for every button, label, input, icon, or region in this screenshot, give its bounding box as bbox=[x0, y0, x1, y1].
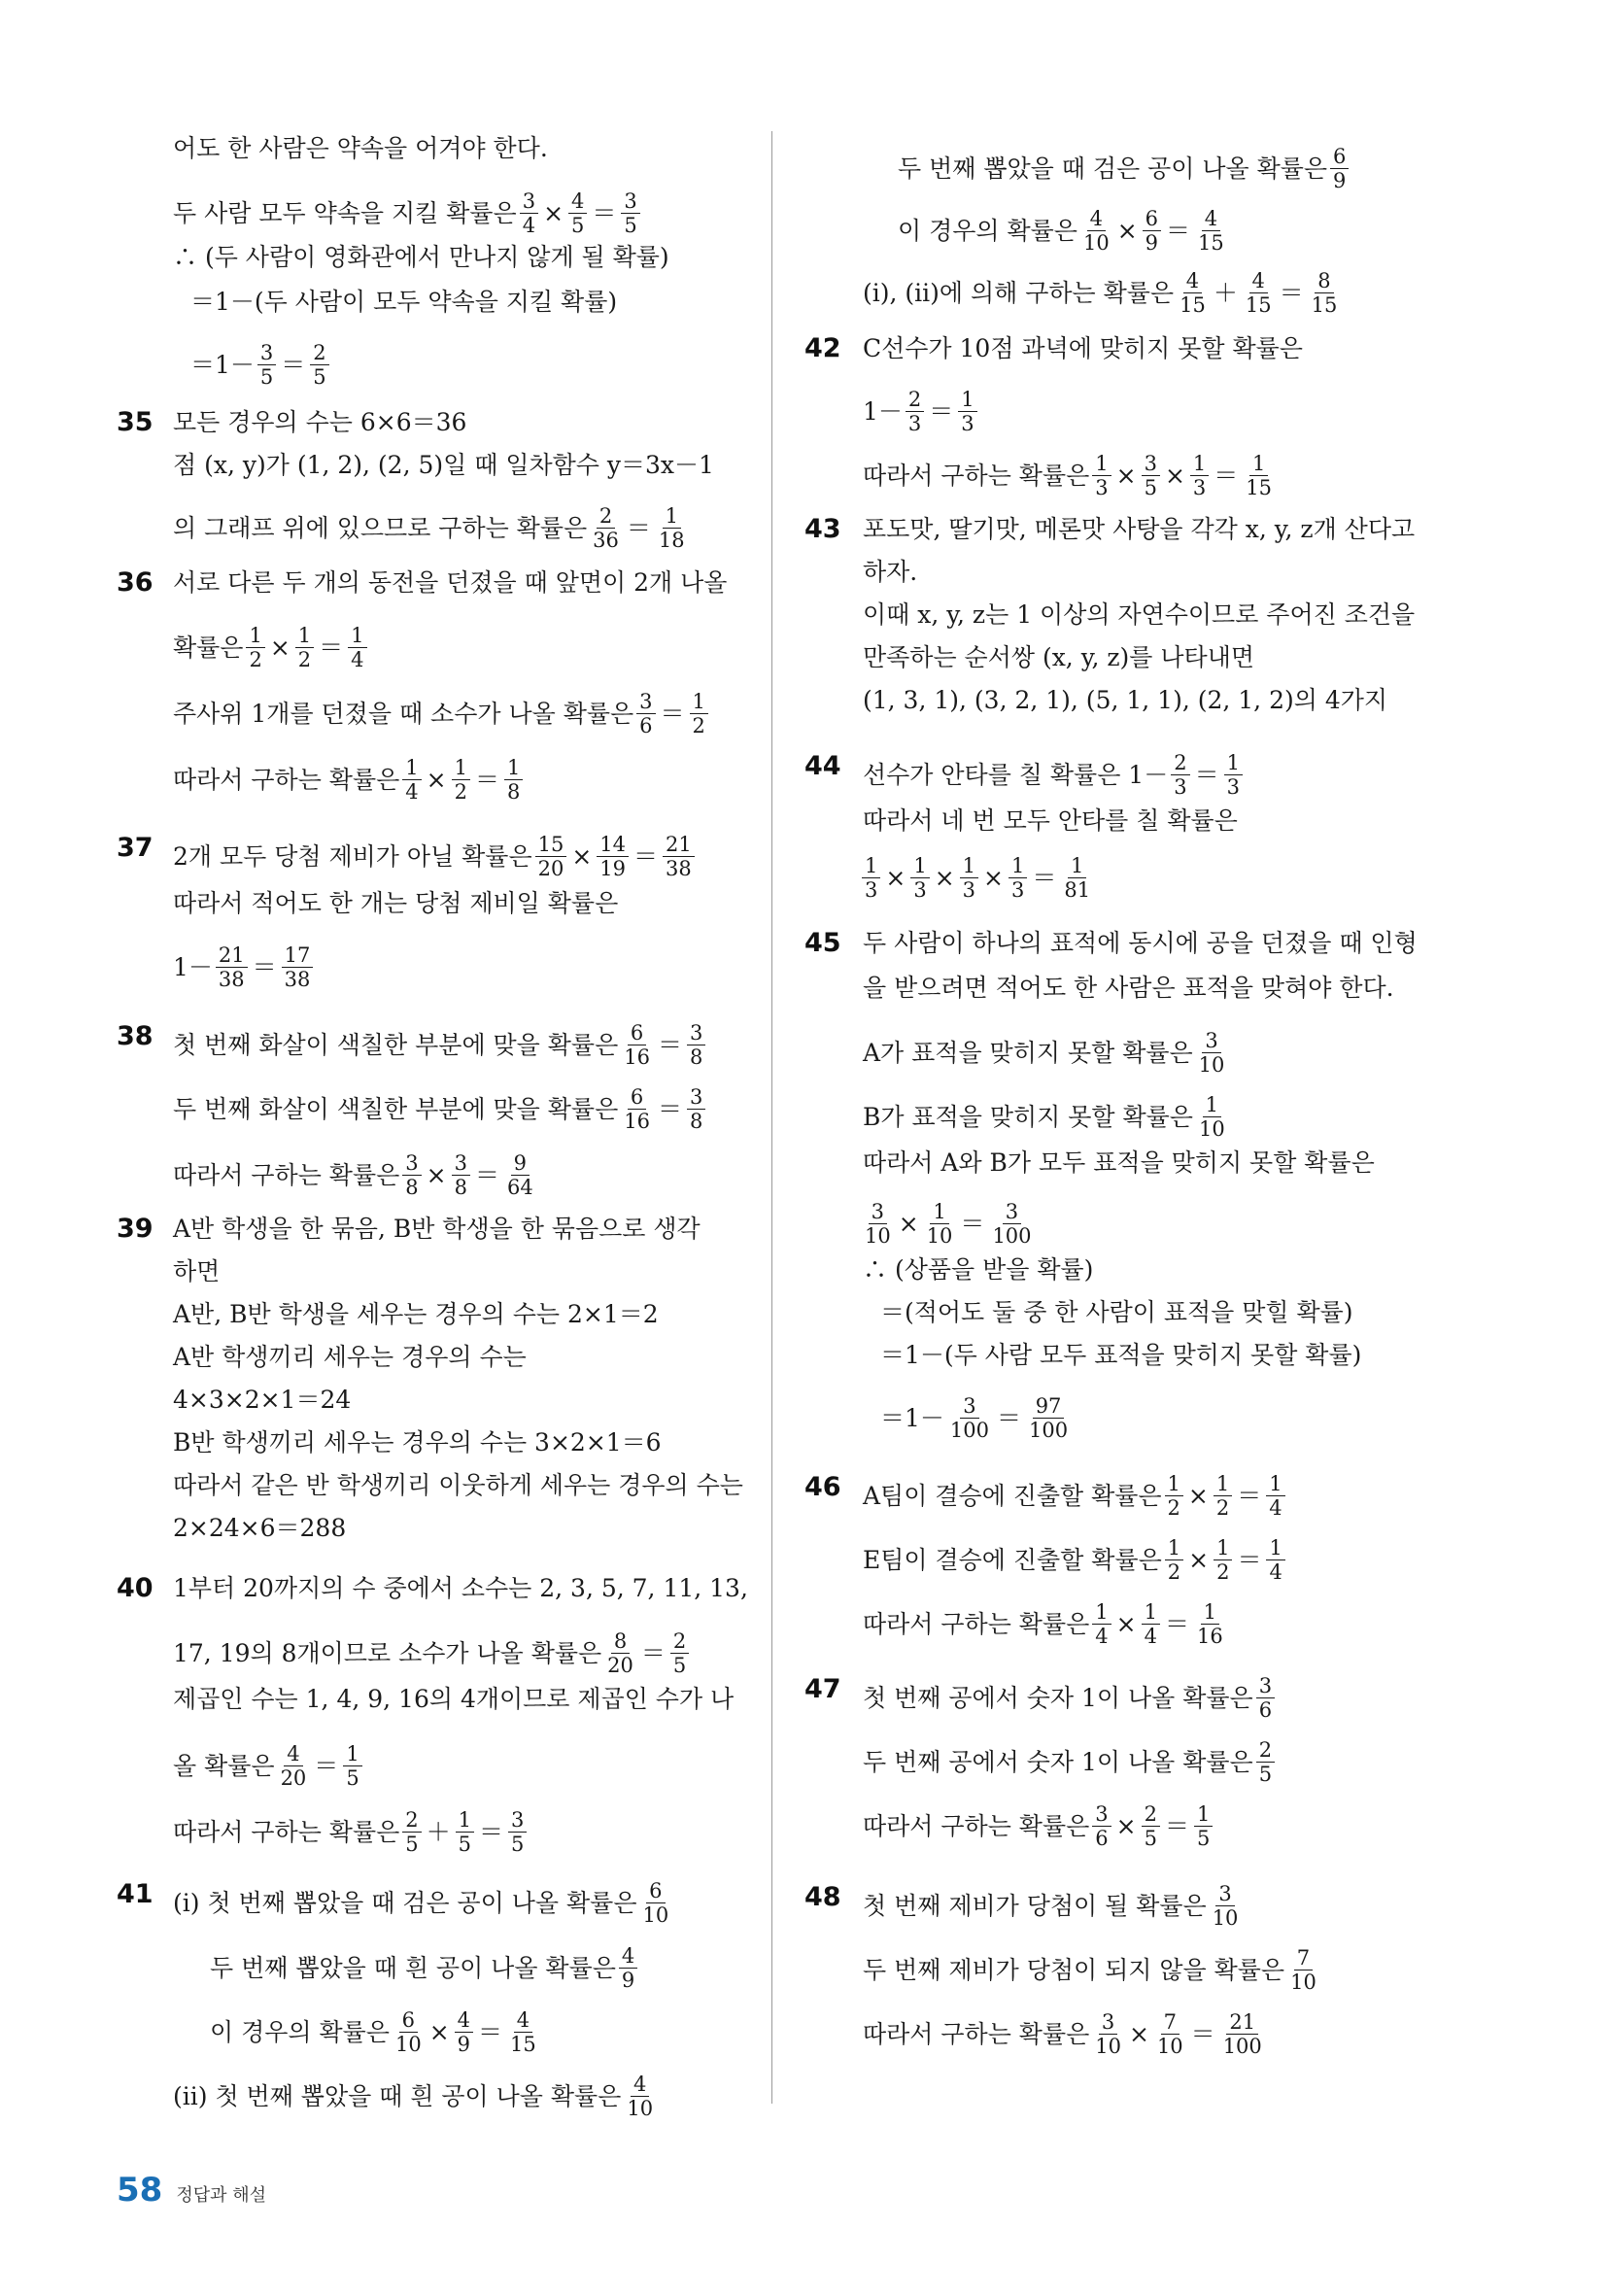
question-number: 40 bbox=[117, 1573, 154, 1603]
fraction: $\frac{4}{15}$ bbox=[1245, 269, 1272, 317]
text-line: 확률은 $\frac{1}{2}$ × $\frac{1}{2}$ ＝ $\frac{1}{4}$ bbox=[173, 625, 370, 670]
fraction: $\frac{4}{15}$ bbox=[1180, 269, 1206, 317]
text-line: 점 (x, y)가 (1, 2), (2, 5)일 때 일차함수 y＝3x－1 bbox=[173, 451, 714, 479]
text-line: 이 경우의 확률은 $\frac{6}{10}$ × $\frac{4}{9}$ ＝ $\frac{4}{15}$ bbox=[210, 2009, 542, 2055]
question-number: 42 bbox=[804, 333, 841, 363]
text-line: ＝1－ $\frac{3}{100}$ ＝ $\frac{97}{100}$ bbox=[880, 1395, 1074, 1441]
fraction: $\frac{2}{3}$ bbox=[906, 389, 924, 434]
fraction: $\frac{1}{8}$ bbox=[504, 757, 523, 803]
fraction: $\frac{1}{3}$ bbox=[862, 855, 880, 901]
fraction: $\frac{3}{6}$ bbox=[1256, 1675, 1275, 1721]
fraction: $\frac{7}{10}$ bbox=[1156, 2010, 1183, 2058]
text-line: 올 확률은 $\frac{4}{20}$ ＝ $\frac{1}{5}$ bbox=[173, 1743, 365, 1789]
fraction: $\frac{4}{9}$ bbox=[455, 2009, 473, 2055]
fraction: $\frac{3}{8}$ bbox=[687, 1022, 705, 1068]
text-line: 이 경우의 확률은 $\frac{4}{10}$ × $\frac{6}{9}$ ＝ $\frac{4}{15}$ bbox=[898, 208, 1230, 254]
text-line: C선수가 10점 과녁에 맞히지 못할 확률은 bbox=[863, 334, 1303, 362]
text-line: A반 학생끼리 세우는 경우의 수는 bbox=[173, 1343, 527, 1371]
fraction: $\frac{21}{38}$ bbox=[216, 944, 248, 990]
text-line: B반 학생끼리 세우는 경우의 수는 3×2×1＝6 bbox=[173, 1428, 662, 1456]
fraction: $\frac{3}{6}$ bbox=[1092, 1803, 1111, 1849]
fraction: $\frac{1}{3}$ bbox=[1092, 453, 1111, 498]
fraction: $\frac{1}{10}$ bbox=[926, 1200, 953, 1248]
fraction: $\frac{1}{10}$ bbox=[1198, 1093, 1225, 1141]
fraction: $\frac{3}{8}$ bbox=[687, 1086, 705, 1132]
text-line: 만족하는 순서쌍 (x, y, z)를 나타내면 bbox=[863, 643, 1255, 671]
question-number: 48 bbox=[804, 1882, 841, 1912]
fraction: $\frac{1}{3}$ bbox=[1190, 453, 1209, 498]
footer-title: 정답과 해설 bbox=[176, 2185, 266, 2206]
text-line: 따라서 구하는 확률은 $\frac{2}{5}$ ＋ $\frac{1}{5}$ ＝ $\frac{3}{5}$ bbox=[173, 1809, 530, 1855]
page-footer bbox=[117, 2171, 266, 2210]
text-line: 17, 19의 8개이므로 소수가 나올 확률은 $\frac{8}{20}$ ＝ $\frac{2}{5}$ bbox=[173, 1630, 692, 1676]
text-line: 2×24×6＝288 bbox=[173, 1514, 347, 1542]
text-line: 따라서 구하는 확률은 $\frac{3}{6}$ × $\frac{2}{5}$ ＝ $\frac{1}{5}$ bbox=[863, 1803, 1215, 1849]
text-line: 하면 bbox=[173, 1257, 221, 1285]
fraction: $\frac{1}{2}$ bbox=[1165, 1537, 1183, 1583]
fraction: $\frac{1}{15}$ bbox=[1246, 452, 1273, 499]
fraction: $\frac{3}{100}$ bbox=[992, 1200, 1032, 1248]
text-line: 1－ $\frac{2}{3}$ ＝ $\frac{1}{3}$ bbox=[863, 389, 980, 434]
page-number: 58 bbox=[117, 2171, 163, 2210]
fraction: $\frac{3}{5}$ bbox=[1142, 453, 1160, 498]
fraction: $\frac{1}{4}$ bbox=[348, 625, 366, 670]
fraction: $\frac{1}{5}$ bbox=[456, 1809, 474, 1855]
text-line: 을 받으려면 적어도 한 사람은 표적을 맞혀야 한다. bbox=[863, 974, 1394, 1002]
fraction: $\frac{1}{18}$ bbox=[658, 504, 685, 552]
question-number: 47 bbox=[804, 1674, 841, 1704]
text: 두 사람 모두 약속을 지킬 확률은 bbox=[173, 198, 517, 227]
text-line: 하자. bbox=[863, 558, 918, 586]
fraction: $\frac{1}{2}$ bbox=[452, 757, 470, 803]
fraction: $\frac{1}{2}$ bbox=[690, 691, 708, 737]
fraction: $\frac{6}{10}$ bbox=[642, 1879, 669, 1927]
question-number: 37 bbox=[117, 833, 154, 863]
question-number: 43 bbox=[804, 514, 841, 544]
fraction: $\frac{4}{10}$ bbox=[627, 2073, 654, 2120]
fraction: $\frac{2}{5}$ bbox=[1142, 1803, 1160, 1849]
text-line: 따라서 구하는 확률은 $\frac{1}{4}$ × $\frac{1}{4}$ ＝ $\frac{1}{16}$ bbox=[863, 1601, 1229, 1647]
text-line: ＝(적어도 둘 중 한 사람이 표적을 맞힐 확률) bbox=[880, 1298, 1353, 1326]
text-line: (ⅰ), (ⅱ)에 의해 구하는 확률은 $\frac{4}{15}$ ＋ $\frac{4}{15}$ ＝ $\frac{8}{15}$ bbox=[863, 270, 1343, 316]
text-line: 두 번째 뽑았을 때 검은 공이 나올 확률은 $\frac{6}{9}$ bbox=[898, 146, 1351, 191]
text-line bbox=[173, 243, 669, 272]
text-line: 따라서 구하는 확률은 $\frac{1}{3}$ × $\frac{3}{5}$ × $\frac{1}{3}$ ＝ $\frac{1}{15}$ bbox=[863, 453, 1278, 498]
text-line: 2개 모두 당첨 제비가 아닐 확률은 $\frac{15}{20}$ × $\frac{14}{19}$ ＝ $\frac{21}{38}$ bbox=[173, 834, 698, 879]
question-number: 39 bbox=[117, 1214, 154, 1244]
fraction: $\frac{15}{20}$ bbox=[535, 834, 567, 879]
text-line: ＝1－(두 사람 모두 표적을 맞히지 못할 확률) bbox=[880, 1341, 1362, 1369]
fraction: $\frac{7}{10}$ bbox=[1290, 1946, 1316, 1994]
text-line: 의 그래프 위에 있으므로 구하는 확률은 $\frac{2}{36}$ ＝ $\frac{1}{18}$ bbox=[173, 505, 691, 551]
fraction: $\frac{3}{5}$ bbox=[508, 1809, 527, 1855]
text-line: 따라서 구하는 확률은 $\frac{3}{10}$ × $\frac{7}{10}$ ＝ $\frac{21}{100}$ bbox=[863, 2011, 1268, 2057]
fraction: $\frac{3}{5}$ bbox=[257, 342, 276, 388]
text-line: 두 번째 화살이 색칠한 부분에 맞을 확률은 $\frac{6}{16}$ ＝ $\frac{3}{8}$ bbox=[173, 1086, 708, 1132]
fraction: $\frac{3}{100}$ bbox=[949, 1394, 989, 1442]
text-line: 따라서 구하는 확률은 $\frac{1}{4}$ × $\frac{1}{2}$ ＝ $\frac{1}{8}$ bbox=[173, 757, 526, 803]
fraction: $\frac{1}{2}$ bbox=[1214, 1473, 1232, 1519]
fraction: $\frac{3}{10}$ bbox=[1198, 1029, 1225, 1077]
text-line: E팀이 결승에 진출할 확률은 $\frac{1}{2}$ × $\frac{1}{2}$ ＝ $\frac{1}{4}$ bbox=[863, 1537, 1288, 1583]
text-line: 서로 다른 두 개의 동전을 던졌을 때 앞면이 2개 나올 bbox=[173, 568, 728, 597]
fraction: $\frac{21}{38}$ bbox=[663, 834, 695, 879]
fraction: $\frac{1}{3}$ bbox=[910, 855, 929, 901]
text-line: ＝1－ $\frac{3}{5}$ ＝ $\frac{2}{5}$ bbox=[190, 342, 332, 388]
question-number: 36 bbox=[117, 567, 154, 598]
text-line: 두 번째 뽑았을 때 흰 공이 나올 확률은 $\frac{4}{9}$ bbox=[210, 1945, 640, 1991]
fraction: $\frac{8}{20}$ bbox=[607, 1629, 633, 1677]
fraction: $\frac{6}{16}$ bbox=[624, 1085, 650, 1133]
text-line: 1－ $\frac{21}{38}$ ＝ $\frac{17}{38}$ bbox=[173, 944, 316, 990]
text-line: 4×3×2×1＝24 bbox=[173, 1386, 352, 1414]
fraction: $\frac{3}{4}$ bbox=[520, 190, 538, 236]
fraction: $\frac{97}{100}$ bbox=[1029, 1394, 1069, 1442]
text-line: $\frac{1}{3}$ × $\frac{1}{3}$ × $\frac{1}{3}$ × $\frac{1}{3}$ ＝ $\frac{1}{81}$ bbox=[859, 855, 1096, 901]
fraction: $\frac{1}{2}$ bbox=[1214, 1537, 1232, 1583]
text-line: 따라서 같은 반 학생끼리 이웃하게 세우는 경우의 수는 bbox=[173, 1471, 743, 1499]
question-number: 38 bbox=[117, 1021, 154, 1051]
question-number: 41 bbox=[117, 1879, 154, 1909]
fraction: $\frac{2}{5}$ bbox=[670, 1630, 689, 1676]
fraction: $\frac{4}{15}$ bbox=[510, 2008, 536, 2056]
text: ＝1－(두 사람이 모두 약속을 지킬 확률) bbox=[190, 288, 618, 316]
fraction: $\frac{17}{38}$ bbox=[282, 944, 314, 990]
question-number: 35 bbox=[117, 407, 154, 437]
fraction: $\frac{1}{5}$ bbox=[1194, 1803, 1213, 1849]
text-line: 따라서 A와 B가 모두 표적을 맞히지 못할 확률은 bbox=[863, 1148, 1375, 1177]
fraction: $\frac{1}{3}$ bbox=[960, 855, 978, 901]
text-line: A가 표적을 맞히지 못할 확률은 $\frac{3}{10}$ bbox=[863, 1030, 1230, 1076]
fraction: $\frac{3}{8}$ bbox=[452, 1152, 470, 1198]
text-line: 포도맛, 딸기맛, 메론맛 사탕을 각각 x, y, z개 산다고 bbox=[863, 515, 1416, 543]
fraction: $\frac{3}{5}$ bbox=[621, 190, 639, 236]
text-line: 1부터 20까지의 수 중에서 소수는 2, 3, 5, 7, 11, 13, bbox=[173, 1574, 748, 1602]
fraction: $\frac{3}{10}$ bbox=[865, 1200, 891, 1248]
text-line: 따라서 적어도 한 개는 당첨 제비일 확률은 bbox=[173, 889, 619, 917]
fraction: $\frac{4}{5}$ bbox=[568, 190, 587, 236]
fraction: $\frac{8}{15}$ bbox=[1311, 269, 1338, 317]
fraction: $\frac{2}{3}$ bbox=[1171, 752, 1189, 798]
text-line: 따라서 네 번 모두 안타를 칠 확률은 bbox=[863, 806, 1238, 835]
text-line: 모든 경우의 수는 6×6＝36 bbox=[173, 408, 467, 436]
text-line: ∴ (상품을 받을 확률) bbox=[863, 1255, 1094, 1284]
fraction: $\frac{1}{5}$ bbox=[343, 1743, 361, 1789]
fraction: $\frac{1}{3}$ bbox=[958, 389, 976, 434]
fraction: $\frac{1}{3}$ bbox=[1009, 855, 1027, 901]
fraction: $\frac{21}{100}$ bbox=[1222, 2010, 1262, 2058]
text-line: 첫 번째 화살이 색칠한 부분에 맞을 확률은 $\frac{6}{16}$ ＝ $\frac{3}{8}$ bbox=[173, 1022, 708, 1068]
fraction: $\frac{3}{10}$ bbox=[1212, 1882, 1239, 1930]
text-line: B가 표적을 맞히지 못할 확률은 $\frac{1}{10}$ bbox=[863, 1094, 1231, 1140]
text-line: (ⅱ) 첫 번째 뽑았을 때 흰 공이 나올 확률은 $\frac{4}{10}$ bbox=[173, 2073, 659, 2119]
fraction: $\frac{2}{5}$ bbox=[1256, 1739, 1275, 1785]
fraction: $\frac{1}{4}$ bbox=[1266, 1473, 1284, 1519]
fraction: $\frac{1}{81}$ bbox=[1064, 854, 1091, 902]
fraction: $\frac{4}{9}$ bbox=[619, 1945, 637, 1991]
fraction: $\frac{3}{8}$ bbox=[402, 1152, 421, 1198]
text-line: (1, 3, 1), (3, 2, 1), (5, 1, 1), (2, 1, 2)의 4가지 bbox=[863, 686, 1388, 714]
text-line: 첫 번째 제비가 당첨이 될 확률은 $\frac{3}{10}$ bbox=[863, 1883, 1244, 1929]
text-line: 선수가 안타를 칠 확률은 1－ $\frac{2}{3}$ ＝ $\frac{1}{3}$ bbox=[863, 752, 1246, 798]
fraction: $\frac{2}{36}$ bbox=[593, 504, 619, 552]
text-line: 두 사람 모두 약속을 지킬 확률은 $\frac{3}{4}$ × $\frac{4}{5}$ ＝ $\frac{3}{5}$ bbox=[173, 190, 643, 236]
text-line: 제곱인 수는 1, 4, 9, 16의 4개이므로 제곱인 수가 나 bbox=[173, 1685, 735, 1713]
fraction: $\frac{6}{10}$ bbox=[394, 2008, 422, 2056]
text-line: A반 학생을 한 묶음, B반 학생을 한 묶음으로 생각 bbox=[173, 1215, 701, 1243]
fraction: $\frac{1}{2}$ bbox=[295, 625, 314, 670]
text-line bbox=[173, 134, 548, 163]
fraction: $\frac{9}{64}$ bbox=[506, 1151, 533, 1199]
fraction: $\frac{2}{5}$ bbox=[310, 342, 328, 388]
text-line: 따라서 구하는 확률은 $\frac{3}{8}$ × $\frac{3}{8}$ ＝ $\frac{9}{64}$ bbox=[173, 1152, 539, 1198]
fraction: $\frac{14}{19}$ bbox=[597, 834, 629, 879]
text: ＝1－ bbox=[190, 350, 255, 379]
fraction: $\frac{1}{4}$ bbox=[1092, 1601, 1111, 1647]
text-line: 두 사람이 하나의 표적에 동시에 공을 던졌을 때 인형 bbox=[863, 929, 1418, 957]
question-number: 45 bbox=[804, 928, 841, 958]
fraction: $\frac{3}{10}$ bbox=[1095, 2010, 1121, 2058]
text-line: 이때 x, y, z는 1 이상의 자연수이므로 주어진 조건을 bbox=[863, 600, 1416, 629]
fraction: $\frac{1}{4}$ bbox=[402, 757, 421, 803]
fraction: $\frac{1}{4}$ bbox=[1266, 1537, 1284, 1583]
fraction: $\frac{1}{2}$ bbox=[1165, 1473, 1183, 1519]
text: ∴ (두 사람이 영화관에서 만나지 않게 될 확률) bbox=[173, 243, 669, 271]
fraction: $\frac{6}{16}$ bbox=[624, 1021, 650, 1069]
column-divider bbox=[771, 131, 772, 2104]
text-line: 두 번째 공에서 숫자 1이 나올 확률은 $\frac{2}{5}$ bbox=[863, 1739, 1278, 1785]
fraction: $\frac{4}{15}$ bbox=[1198, 207, 1224, 255]
text-line: $\frac{3}{10}$ × $\frac{1}{10}$ ＝ $\frac{3}{100}$ bbox=[859, 1201, 1038, 1247]
fraction: $\frac{4}{20}$ bbox=[280, 1742, 307, 1790]
text-line: A반, B반 학생을 세우는 경우의 수는 2×1＝2 bbox=[173, 1300, 659, 1328]
fraction: $\frac{4}{10}$ bbox=[1082, 207, 1110, 255]
text-line: (ⅰ) 첫 번째 뽑았을 때 검은 공이 나올 확률은 $\frac{6}{10}$ bbox=[173, 1880, 674, 1926]
text: 어도 한 사람은 약속을 어겨야 한다. bbox=[173, 134, 548, 162]
text-line bbox=[190, 288, 617, 317]
fraction: $\frac{1}{2}$ bbox=[246, 625, 264, 670]
fraction: $\frac{2}{5}$ bbox=[402, 1809, 421, 1855]
fraction: $\frac{6}{9}$ bbox=[1143, 208, 1161, 254]
text-line: 두 번째 제비가 당첨이 되지 않을 확률은 $\frac{7}{10}$ bbox=[863, 1947, 1322, 1993]
fraction: $\frac{1}{16}$ bbox=[1196, 1600, 1223, 1648]
fraction: $\frac{1}{3}$ bbox=[1224, 752, 1243, 798]
question-number: 44 bbox=[804, 751, 841, 781]
fraction: $\frac{3}{6}$ bbox=[636, 691, 655, 737]
text-line: A팀이 결승에 진출할 확률은 $\frac{1}{2}$ × $\frac{1}{2}$ ＝ $\frac{1}{4}$ bbox=[863, 1473, 1288, 1519]
question-number: 46 bbox=[804, 1472, 841, 1502]
text-line: 주사위 1개를 던졌을 때 소수가 나올 확률은 $\frac{3}{6}$ ＝ $\frac{1}{2}$ bbox=[173, 691, 711, 737]
text-line: 첫 번째 공에서 숫자 1이 나올 확률은 $\frac{3}{6}$ bbox=[863, 1675, 1278, 1721]
fraction: $\frac{6}{9}$ bbox=[1330, 146, 1349, 191]
fraction: $\frac{1}{4}$ bbox=[1142, 1601, 1160, 1647]
